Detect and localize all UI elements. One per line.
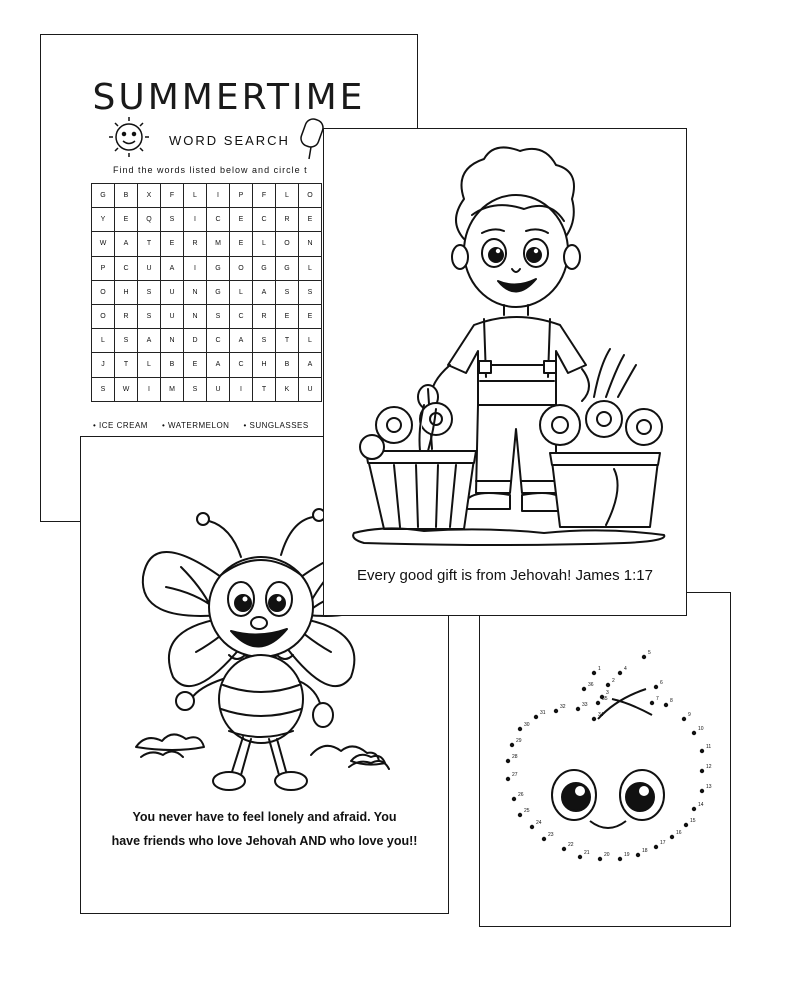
grid-cell: R xyxy=(115,304,138,328)
popsicle-icon xyxy=(299,117,325,159)
grid-cell: L xyxy=(92,329,115,353)
dot-to-dot-sheet xyxy=(479,592,731,927)
word-search-title: SUMMERTIME xyxy=(92,77,366,118)
dot-number: 19 xyxy=(624,852,630,858)
grid-cell: F xyxy=(161,184,184,208)
grid-cell: X xyxy=(138,184,161,208)
dot xyxy=(664,703,668,707)
grid-cell: S xyxy=(92,377,115,401)
grid-cell: O xyxy=(92,304,115,328)
grid-cell: T xyxy=(115,353,138,377)
dot-number: 2 xyxy=(612,678,615,684)
dot xyxy=(692,807,696,811)
grid-row xyxy=(92,208,322,232)
grid-cell: E xyxy=(115,208,138,232)
grid-cell: L xyxy=(253,232,276,256)
grid-cell: I xyxy=(230,377,253,401)
dot-number: 13 xyxy=(706,784,712,790)
grid-cell: Q xyxy=(138,208,161,232)
grid-cell: A xyxy=(115,232,138,256)
dot-number: 35 xyxy=(602,696,608,702)
dot xyxy=(654,845,658,849)
grid-row xyxy=(92,304,322,328)
grid-cell: R xyxy=(184,232,207,256)
dot xyxy=(670,835,674,839)
dot-number: 32 xyxy=(560,704,566,710)
grid-cell: C xyxy=(230,353,253,377)
grid-cell: C xyxy=(253,208,276,232)
bee-caption-line-1: You never have to feel lonely and afraid. You xyxy=(132,810,397,824)
dot xyxy=(576,707,580,711)
apple-face xyxy=(552,689,664,828)
bee-caption xyxy=(81,805,448,853)
grid-cell: M xyxy=(207,232,230,256)
dot xyxy=(636,853,640,857)
grid-cell: S xyxy=(207,304,230,328)
grid-cell: U xyxy=(207,377,230,401)
grid-row xyxy=(92,280,322,304)
grid-cell: H xyxy=(115,280,138,304)
grid-cell: L xyxy=(184,184,207,208)
grid-cell: P xyxy=(92,256,115,280)
dot-number: 16 xyxy=(676,830,682,836)
dot xyxy=(700,749,704,753)
dot xyxy=(510,743,514,747)
grid-cell: S xyxy=(253,329,276,353)
grid-row xyxy=(92,377,322,401)
grid-cell: U xyxy=(138,256,161,280)
dot xyxy=(618,671,622,675)
grid-cell: U xyxy=(299,377,322,401)
dot xyxy=(518,813,522,817)
dot-number: 29 xyxy=(516,738,522,744)
dot-number: 10 xyxy=(698,726,704,732)
dot xyxy=(606,683,610,687)
dot xyxy=(654,685,658,689)
grid-cell: C xyxy=(230,304,253,328)
grid-cell: B xyxy=(161,353,184,377)
dot-number: 21 xyxy=(584,850,590,856)
dot-number: 4 xyxy=(624,666,627,672)
dot-number: 9 xyxy=(688,712,691,718)
dot xyxy=(700,769,704,773)
grid-cell: A xyxy=(253,280,276,304)
dot xyxy=(598,857,602,861)
dot-number: 12 xyxy=(706,764,712,770)
dot-number: 15 xyxy=(690,818,696,824)
sun-icon xyxy=(109,117,149,157)
grid-cell: G xyxy=(253,256,276,280)
grid-cell: L xyxy=(299,329,322,353)
word-list xyxy=(93,421,323,430)
grid-cell: O xyxy=(276,232,299,256)
grid-cell: L xyxy=(276,184,299,208)
grid-cell: S xyxy=(115,329,138,353)
dot xyxy=(650,701,654,705)
dot-to-dot-puzzle xyxy=(480,593,732,928)
grid-cell: S xyxy=(161,208,184,232)
grid-cell: K xyxy=(276,377,299,401)
grid-cell: H xyxy=(253,353,276,377)
dot xyxy=(542,837,546,841)
grid-cell: I xyxy=(184,256,207,280)
grid-cell: F xyxy=(253,184,276,208)
grid-cell: U xyxy=(161,280,184,304)
dot-number: 3 xyxy=(606,690,609,696)
grid-cell: G xyxy=(92,184,115,208)
dot xyxy=(512,797,516,801)
grid-cell: W xyxy=(92,232,115,256)
grid-cell: S xyxy=(138,280,161,304)
grid-cell: E xyxy=(299,208,322,232)
grid-row xyxy=(92,256,322,280)
grid-cell: E xyxy=(276,304,299,328)
grid-cell: A xyxy=(161,256,184,280)
grid-cell: G xyxy=(207,280,230,304)
word-list-item: • WATERMELON xyxy=(161,421,230,430)
dot xyxy=(682,717,686,721)
dot-number: 14 xyxy=(698,802,704,808)
grid-cell: Y xyxy=(92,208,115,232)
grid-cell: O xyxy=(230,256,253,280)
dot-number: 36 xyxy=(588,682,594,688)
grid-cell: A xyxy=(230,329,253,353)
dot xyxy=(596,701,600,705)
word-search-grid xyxy=(91,183,322,402)
grid-cell: T xyxy=(253,377,276,401)
dot-number: 30 xyxy=(524,722,530,728)
dot xyxy=(618,857,622,861)
grid-cell: U xyxy=(161,304,184,328)
grid-row xyxy=(92,329,322,353)
dot xyxy=(592,671,596,675)
grid-cell: N xyxy=(184,304,207,328)
dot-number: 33 xyxy=(582,702,588,708)
grid-cell: E xyxy=(161,232,184,256)
dot-number: 7 xyxy=(656,696,659,702)
word-search-subtitle: WORD SEARCH xyxy=(169,133,290,148)
grid-cell: T xyxy=(276,329,299,353)
word-list-item: • ICE CREAM xyxy=(93,421,148,430)
grid-cell: N xyxy=(161,329,184,353)
dot xyxy=(534,715,538,719)
boy-coloring-sheet xyxy=(323,128,687,616)
dot-number: 17 xyxy=(660,840,666,846)
dot-number: 18 xyxy=(642,848,648,854)
grid-cell: N xyxy=(184,280,207,304)
dot xyxy=(578,855,582,859)
dot-number: 8 xyxy=(670,698,673,704)
word-search-instructions: Find the words listed below and circle t xyxy=(113,165,308,175)
grid-cell: G xyxy=(276,256,299,280)
grid-cell: L xyxy=(230,280,253,304)
grid-cell: C xyxy=(207,329,230,353)
dot-number: 31 xyxy=(540,710,546,716)
boy-caption: Every good gift is from Jehovah! James 1:17 xyxy=(357,567,653,584)
grid-cell: L xyxy=(299,256,322,280)
dot-number: 28 xyxy=(512,754,518,760)
grid-cell: S xyxy=(299,280,322,304)
dot xyxy=(506,777,510,781)
dot xyxy=(582,687,586,691)
grid-row xyxy=(92,184,322,208)
grid-cell: I xyxy=(207,184,230,208)
dot-number: 27 xyxy=(512,772,518,778)
dot-number: 34 xyxy=(598,712,604,718)
dot xyxy=(518,727,522,731)
grid-cell: D xyxy=(184,329,207,353)
dot xyxy=(684,823,688,827)
grid-cell: P xyxy=(230,184,253,208)
dot-number: 1 xyxy=(598,666,601,672)
grid-cell: M xyxy=(161,377,184,401)
grid-cell: A xyxy=(138,329,161,353)
grid-cell: R xyxy=(276,208,299,232)
dot xyxy=(642,655,646,659)
grid-cell: E xyxy=(184,353,207,377)
bee-caption-line-2: have friends who love Jehovah AND who love you!! xyxy=(111,834,418,848)
grid-cell: A xyxy=(207,353,230,377)
dot-number: 23 xyxy=(548,832,554,838)
grid-cell: A xyxy=(299,353,322,377)
numbered-dots xyxy=(506,650,712,861)
grid-cell: O xyxy=(92,280,115,304)
dot xyxy=(562,847,566,851)
grid-cell: E xyxy=(230,232,253,256)
grid-cell: C xyxy=(115,256,138,280)
grid-cell: O xyxy=(299,184,322,208)
dot xyxy=(554,709,558,713)
grid-cell: E xyxy=(299,304,322,328)
grid-row xyxy=(92,353,322,377)
dot xyxy=(506,759,510,763)
word-list-item: • SUNGLASSES xyxy=(243,421,309,430)
dot-number: 11 xyxy=(706,744,712,750)
dot xyxy=(530,825,534,829)
grid-cell: G xyxy=(207,256,230,280)
dot xyxy=(700,789,704,793)
grid-cell: I xyxy=(184,208,207,232)
grid-cell: N xyxy=(299,232,322,256)
grid-cell: S xyxy=(184,377,207,401)
dot-number: 6 xyxy=(660,680,663,686)
grid-cell: S xyxy=(138,304,161,328)
grid-cell: W xyxy=(115,377,138,401)
dot-number: 5 xyxy=(648,650,651,656)
grid-cell: R xyxy=(253,304,276,328)
dot xyxy=(592,717,596,721)
dot-number: 20 xyxy=(604,852,610,858)
grid-cell: C xyxy=(207,208,230,232)
grid-cell: I xyxy=(138,377,161,401)
dot-number: 26 xyxy=(518,792,524,798)
grid-cell: T xyxy=(138,232,161,256)
grid-cell: J xyxy=(92,353,115,377)
grid-cell: B xyxy=(276,353,299,377)
grid-cell: L xyxy=(138,353,161,377)
dot-number: 24 xyxy=(536,820,542,826)
grid-cell: B xyxy=(115,184,138,208)
dot xyxy=(692,731,696,735)
dot-number: 22 xyxy=(568,842,574,848)
grid-row xyxy=(92,232,322,256)
grid-cell: E xyxy=(230,208,253,232)
dot-number: 25 xyxy=(524,808,530,814)
grid-cell: S xyxy=(276,280,299,304)
boy-gardening-illustration xyxy=(324,129,688,617)
